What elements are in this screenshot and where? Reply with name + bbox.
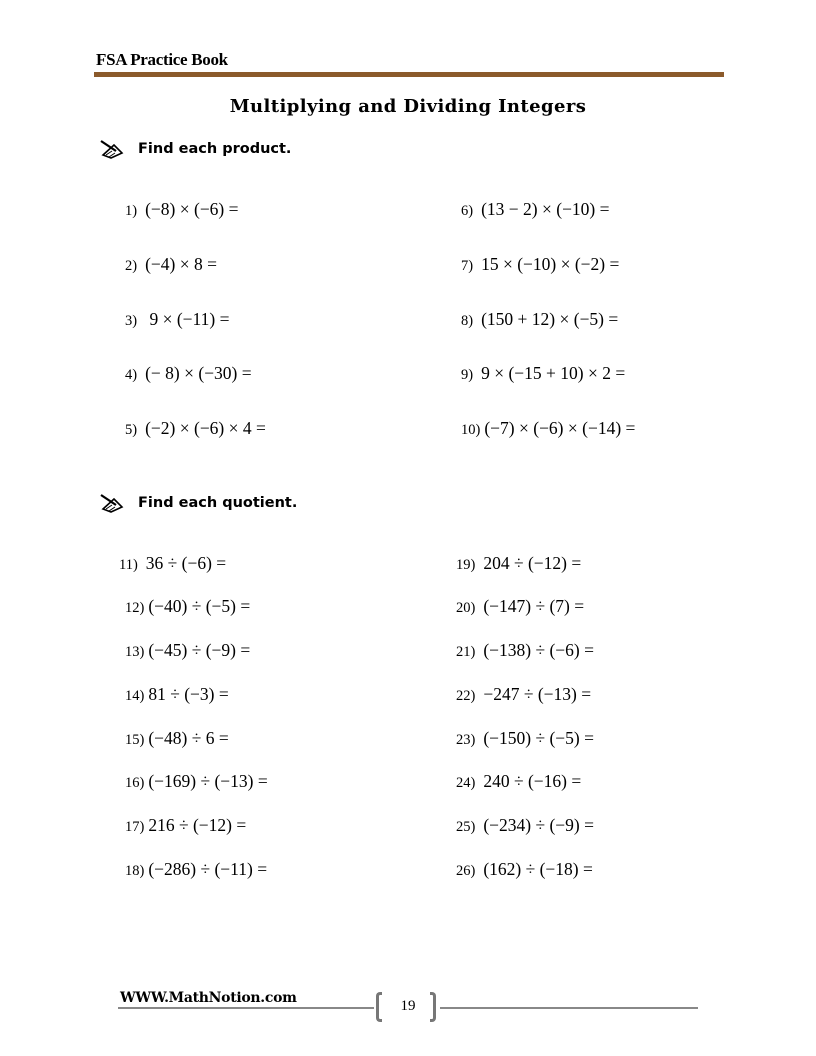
- problem-20: [456, 596, 584, 617]
- problem-number: 12): [125, 600, 145, 616]
- problem-expression: (−48) ÷ 6 =: [148, 728, 229, 748]
- problem-2: [125, 254, 217, 275]
- problem-expression: (−147) ÷ (7) =: [483, 596, 585, 616]
- problem-expression: (−150) ÷ (−5) =: [483, 728, 594, 748]
- problem-11: [119, 553, 226, 574]
- problem-expression: 240 ÷ (−16) =: [483, 771, 582, 791]
- problem-number: 21): [456, 644, 476, 660]
- problem-8: [461, 309, 618, 330]
- problem-25: [456, 815, 594, 836]
- problem-23: [456, 728, 594, 749]
- problem-number: 23): [456, 732, 476, 748]
- problem-17: [125, 815, 246, 836]
- problem-9: [461, 363, 625, 384]
- problem-number: 18): [125, 863, 145, 879]
- problem-expression: 81 ÷ (−3) =: [148, 684, 229, 704]
- problem-number: 2): [125, 258, 138, 274]
- problem-number: 3): [125, 313, 138, 329]
- problem-expression: −247 ÷ (−13) =: [483, 684, 592, 704]
- problem-number: 26): [456, 863, 476, 879]
- problem-expression: (−2) × (−6) × 4 =: [145, 418, 266, 438]
- problem-number: 13): [125, 644, 145, 660]
- footer-rule-left: [118, 1007, 374, 1009]
- problem-number: 20): [456, 600, 476, 616]
- problem-number: 9): [461, 367, 474, 383]
- problem-expression: (−138) ÷ (−6) =: [483, 640, 594, 660]
- footer-website[interactable]: WWW.MathNotion.com: [120, 990, 297, 1006]
- problem-24: [456, 771, 581, 792]
- header-title: FSA Practice Book: [96, 50, 228, 69]
- problem-number: 5): [125, 422, 138, 438]
- problem-expression: (−234) ÷ (−9) =: [483, 815, 594, 835]
- problem-expression: 9 × (−11) =: [145, 309, 230, 329]
- problem-4: [125, 363, 252, 384]
- problem-26: [456, 859, 593, 880]
- problem-expression: (−169) ÷ (−13) =: [148, 771, 268, 791]
- quotients-heading-text: Find each quotient.: [138, 495, 298, 511]
- pencil-paper-icon: [100, 493, 126, 513]
- products-heading-text: Find each product.: [138, 141, 292, 157]
- problem-number: 17): [125, 819, 145, 835]
- problem-15: [125, 728, 229, 749]
- problem-19: [456, 553, 581, 574]
- problem-5: [125, 418, 266, 439]
- problem-number: 22): [456, 688, 476, 704]
- problem-7: [461, 254, 619, 275]
- problem-expression: 9 × (−15 + 10) × 2 =: [481, 363, 626, 383]
- problem-21: [456, 640, 594, 661]
- problem-expression: (−8) × (−6) =: [145, 199, 239, 219]
- problem-number: 24): [456, 775, 476, 791]
- problem-expression: (− 8) × (−30) =: [145, 363, 252, 383]
- problem-number: 7): [461, 258, 474, 274]
- problem-expression: (−45) ÷ (−9) =: [148, 640, 251, 660]
- quotients-heading: [100, 493, 297, 513]
- problem-expression: 204 ÷ (−12) =: [483, 553, 582, 573]
- problem-number: 10): [461, 422, 481, 438]
- problem-10: [461, 418, 635, 439]
- page-number: 19: [400, 998, 416, 1014]
- problem-6: [461, 199, 610, 220]
- footer-rule-right: [440, 1007, 698, 1009]
- products-heading: [100, 139, 291, 159]
- problem-12: [125, 596, 250, 617]
- page-number-bracket-right: [430, 992, 436, 1022]
- problem-16: [125, 771, 268, 792]
- problem-expression: 15 × (−10) × (−2) =: [481, 254, 620, 274]
- problem-22: [456, 684, 591, 705]
- problem-number: 25): [456, 819, 476, 835]
- problem-expression: (−4) × 8 =: [145, 254, 217, 274]
- problem-expression: (−7) × (−6) × (−14) =: [484, 418, 636, 438]
- problem-expression: (150 + 12) × (−5) =: [481, 309, 619, 329]
- problem-expression: (−40) ÷ (−5) =: [148, 596, 251, 616]
- problem-18: [125, 859, 267, 880]
- problem-number: 14): [125, 688, 145, 704]
- page-number-bracket-left: [376, 992, 382, 1022]
- pencil-paper-icon: [100, 139, 126, 159]
- problem-expression: (13 − 2) × (−10) =: [481, 199, 610, 219]
- problem-14: [125, 684, 229, 705]
- problem-expression: (−286) ÷ (−11) =: [148, 859, 268, 879]
- problem-number: 19): [456, 557, 476, 573]
- page-title: Multiplying and Dividing Integers: [229, 96, 587, 117]
- problem-expression: 36 ÷ (−6) =: [145, 553, 227, 573]
- problem-3: [125, 309, 229, 330]
- problem-number: 4): [125, 367, 138, 383]
- header-rule: [94, 72, 724, 77]
- problem-number: 11): [119, 557, 138, 573]
- problem-1: [125, 199, 239, 220]
- problem-13: [125, 640, 250, 661]
- problem-number: 8): [461, 313, 474, 329]
- problem-expression: (162) ÷ (−18) =: [483, 859, 593, 879]
- problem-expression: 216 ÷ (−12) =: [148, 815, 247, 835]
- problem-number: 15): [125, 732, 145, 748]
- problem-number: 16): [125, 775, 145, 791]
- problem-number: 6): [461, 203, 474, 219]
- problem-number: 1): [125, 203, 138, 219]
